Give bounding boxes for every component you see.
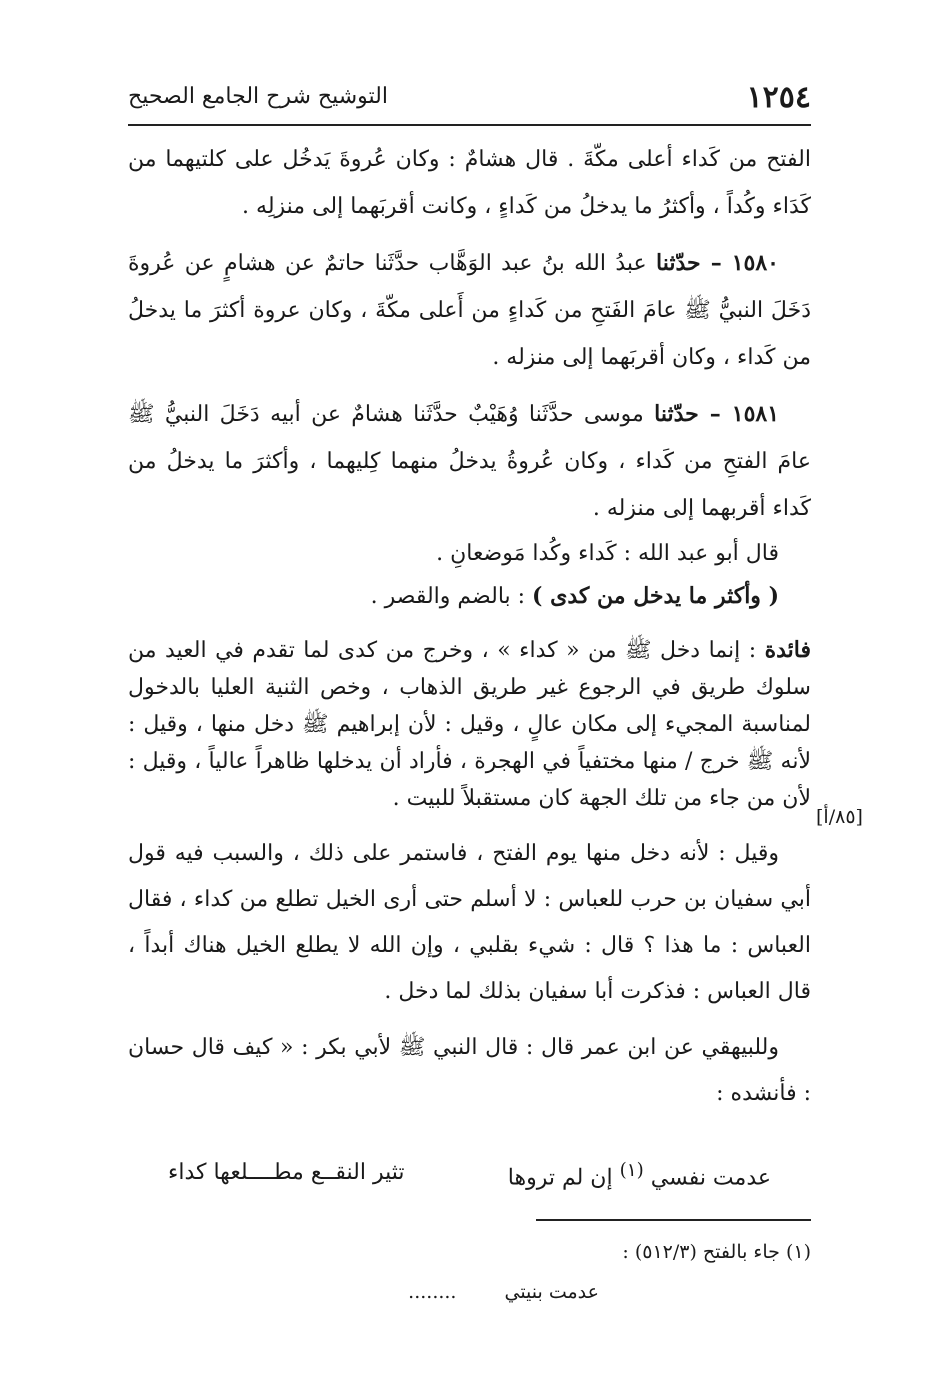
intro-paragraph: الفتح من كَداء أعلى مكّةَ . قال هشامٌ : وكان عُروةَ يَدخُل على كلتيهما من كَدَاء وكُداً ، وأكثرُ ما يدخلُ من كَداءٍ ، وكانت أقربَهما إلى منزلِه . [128,147,811,219]
footnote-1: (١) جاء بالفتح (٥١٢/٣) : [622,1241,811,1263]
gloss-text: : بالضم والقصر . [370,584,533,609]
abu-abdullah-note: قال أبو عبد الله : كَداء وكُدا مَوضعانِ . [436,541,779,566]
book-title: التوشيح شرح الجامع الصحيح [128,84,388,109]
verse-hemistich-1: عدمت نفسي $^{(١)}$ إن لم تروها [507,1160,771,1191]
faida-text: : إنما دخل ﷺ من « كداء » ، وخرج من كدى لما تقدم في العيد من سلوك طريق في الرجوع غير طريق الذهاب ، وخص الثنية العليا بالدخول لمناسبة المجيء إلى مكان عالٍ ، وقيل : لأن إبراهيم ﷺ دخل منها ، وقيل : لأنه ﷺ خرج / منها مختفياً في الهجرة ، فأراد أن يدخلها ظاهراً عالياً ، وقيل : لأن من جاء من تلك الجهة كان مستقبلاً للبيت . [128,638,811,811]
hadith-1580-lead: ١٥٨٠ – حدّثنا [656,250,779,276]
hadith-1581 [128,391,811,532]
footnotes [128,1232,811,1312]
footnote-rule [536,1219,811,1221]
margin-manuscript-ref: [٨٥/أ] [816,806,863,828]
footnote-marker: (١) [619,1160,644,1181]
hadith-1580-text: عبدُ الله بنُ عبد الوَهَّاب حدَّثَنا حاتمٌ عن هشامٍ عن عُروةَ دَخَلَ النبيُّ ﷺ عامَ الفَتحِ من كَداءٍ من أَعلى مكّةَ ، وكان عروة أكثرَ ما يدخلُ من كَداء ، وكان أقربَهما إلى منزله . [128,251,811,370]
main-text [128,136,811,1117]
page-header [128,78,811,122]
gloss-term: ( وأكثر ما يدخل من كدى ) [532,583,779,609]
qil-paragraph: وقيل : لأنه دخل منها يوم الفتح ، فاستمر على ذلك ، والسبب فيه قول أبي سفيان بن حرب للعباس : لا أسلم حتى أرى الخيل تطلع من كداء ، فقال العباس : ما هذا ؟ قال : شيء بقلبي ، وإن الله لا يطلع الخيل هناك أبداً ، قال العباس : فذكرت أبا سفيان بذلك لما دخل . [128,841,811,1004]
faida-label: فائدة [764,637,811,663]
poetry-verse [128,1160,811,1200]
verse-hemistich-2: تثير النقــع مطــــلعها كداء [168,1160,405,1185]
footnote-verse: عدمت بنيتي........ [408,1281,599,1303]
hadith-1581-text: موسى حدَّثَنا وُهَيْبٌ حدَّثَنا هشامٌ عن أبيه دَخَلَ النبيُّ ﷺ عامَ الفتحِ من كَداء ، وكان عُروةُ يدخلُ منهما كِليهما ، وأكثرَ ما يدخلُ من كَداء أقربهما إلى منزله . [128,402,811,521]
gloss-line [128,575,811,618]
hadith-1581-lead: ١٥٨١ – حدّثنا [654,401,780,427]
hadith-1580 [128,240,811,381]
page-number: ١٢٥٤ [746,80,811,115]
header-rule [128,124,811,126]
bayhaqi-paragraph: وللبيهقي عن ابن عمر قال : قال النبي ﷺ لأبي بكر : « كيف قال حسان : فأنشده : [128,1035,811,1106]
faida-paragraph [128,632,811,817]
